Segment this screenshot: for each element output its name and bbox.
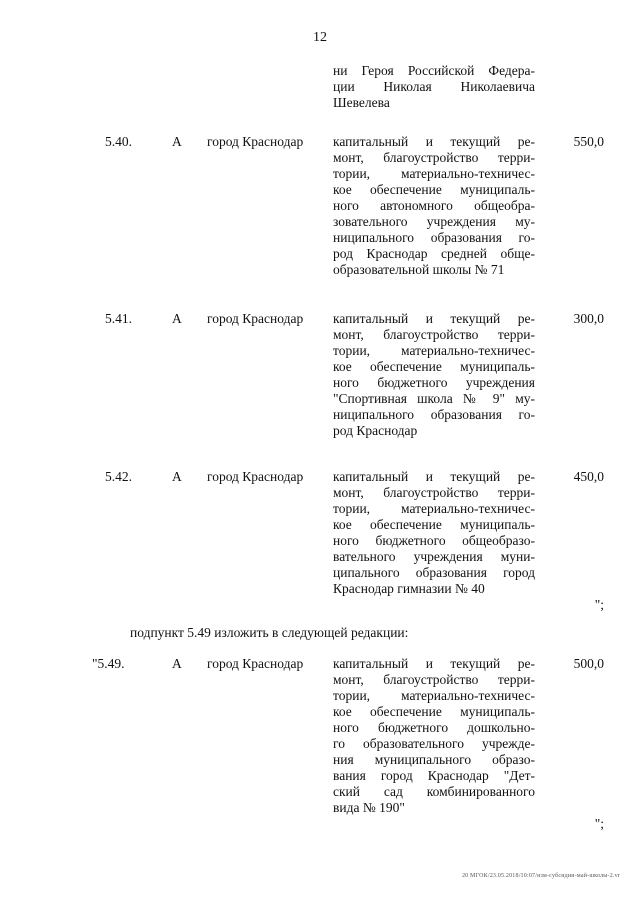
description-line: капитальный и текущий ре- [333,656,535,671]
description-line: зовательного учреждения му- [333,214,535,229]
description-line: ниципального образования го- [333,407,535,422]
description-line: ного бюджетного общеобразо- [333,533,535,548]
description-line: монт, благоустройство терри- [333,672,535,687]
description-line: капитальный и текущий ре- [333,311,535,326]
description-line: кое обеспечение муниципаль- [333,517,535,532]
description-line: ния муниципального образо- [333,752,535,767]
description-line: ного автономного общеобра- [333,198,535,213]
row-amount: 500,0 [573,656,604,671]
row-category: А [172,469,182,484]
row-category: А [172,134,182,149]
row-number: 5.42. [105,469,132,484]
description-line: образовательной школы № 71 [333,262,505,277]
closing-quote: "; [594,816,604,831]
row-amount: 550,0 [573,134,604,149]
row-number: 5.41. [105,311,132,326]
row-description [333,656,535,816]
description-line: ного бюджетного дошкольно- [333,720,535,735]
row-description [333,469,535,597]
document-footer: 20 МГОК/23.05.2018/10:07/изм-субсидии-май-школы-2.vr [461,873,620,879]
description-line: тории, материально-техничес- [333,688,535,703]
description-line: капитальный и текущий ре- [333,469,535,484]
continuation-line: ни Героя Российской Федера- [333,63,535,78]
description-line: монт, благоустройство терри- [333,327,535,342]
description-line: "Спортивная школа № 9" му- [333,391,535,406]
row-number: 5.40. [105,134,132,149]
row-description [333,134,535,278]
row-amount: 300,0 [573,311,604,326]
description-line: ниципального образования го- [333,230,535,245]
description-line: монт, благоустройство терри- [333,485,535,500]
description-line: Краснодар гимназии № 40 [333,581,485,596]
page-number: 12 [313,30,327,45]
row-city: город Краснодар [207,134,304,149]
description-line: кое обеспечение муниципаль- [333,182,535,197]
row-city: город Краснодар [207,656,304,671]
row-amount: 450,0 [573,469,604,484]
description-line: го образовательного учрежде- [333,736,535,751]
description-line: род Краснодар средней обще- [333,246,535,261]
row-description [333,311,535,439]
row-category: А [172,656,182,671]
row-number: "5.49. [92,656,125,671]
description-line: ного бюджетного учреждения [333,375,535,390]
row-city: город Краснодар [207,469,304,484]
description-line: монт, благоустройство терри- [333,150,535,165]
instruction-text: подпункт 5.49 изложить в следующей редакции: [130,625,409,640]
description-line: ский сад комбинированного [333,784,535,799]
description-line: кое обеспечение муниципаль- [333,359,535,374]
row-city: город Краснодар [207,311,304,326]
description-line: вания город Краснодар "Дет- [333,768,535,783]
row-category: А [172,311,182,326]
description-line: тории, материально-техничес- [333,343,535,358]
description-line: тории, материально-техничес- [333,501,535,516]
continuation-line: Шевелева [333,95,390,110]
continuation-text [333,63,535,111]
closing-quote: "; [594,597,604,612]
description-line: капитальный и текущий ре- [333,134,535,149]
description-line: тории, материально-техничес- [333,166,535,181]
description-line: вида № 190" [333,800,405,815]
description-line: кое обеспечение муниципаль- [333,704,535,719]
continuation-line: ции Николая Николаевича [333,79,535,94]
description-line: вательного учреждения муни- [333,549,535,564]
description-line: род Краснодар [333,423,418,438]
description-line: ципального образования город [333,565,535,580]
